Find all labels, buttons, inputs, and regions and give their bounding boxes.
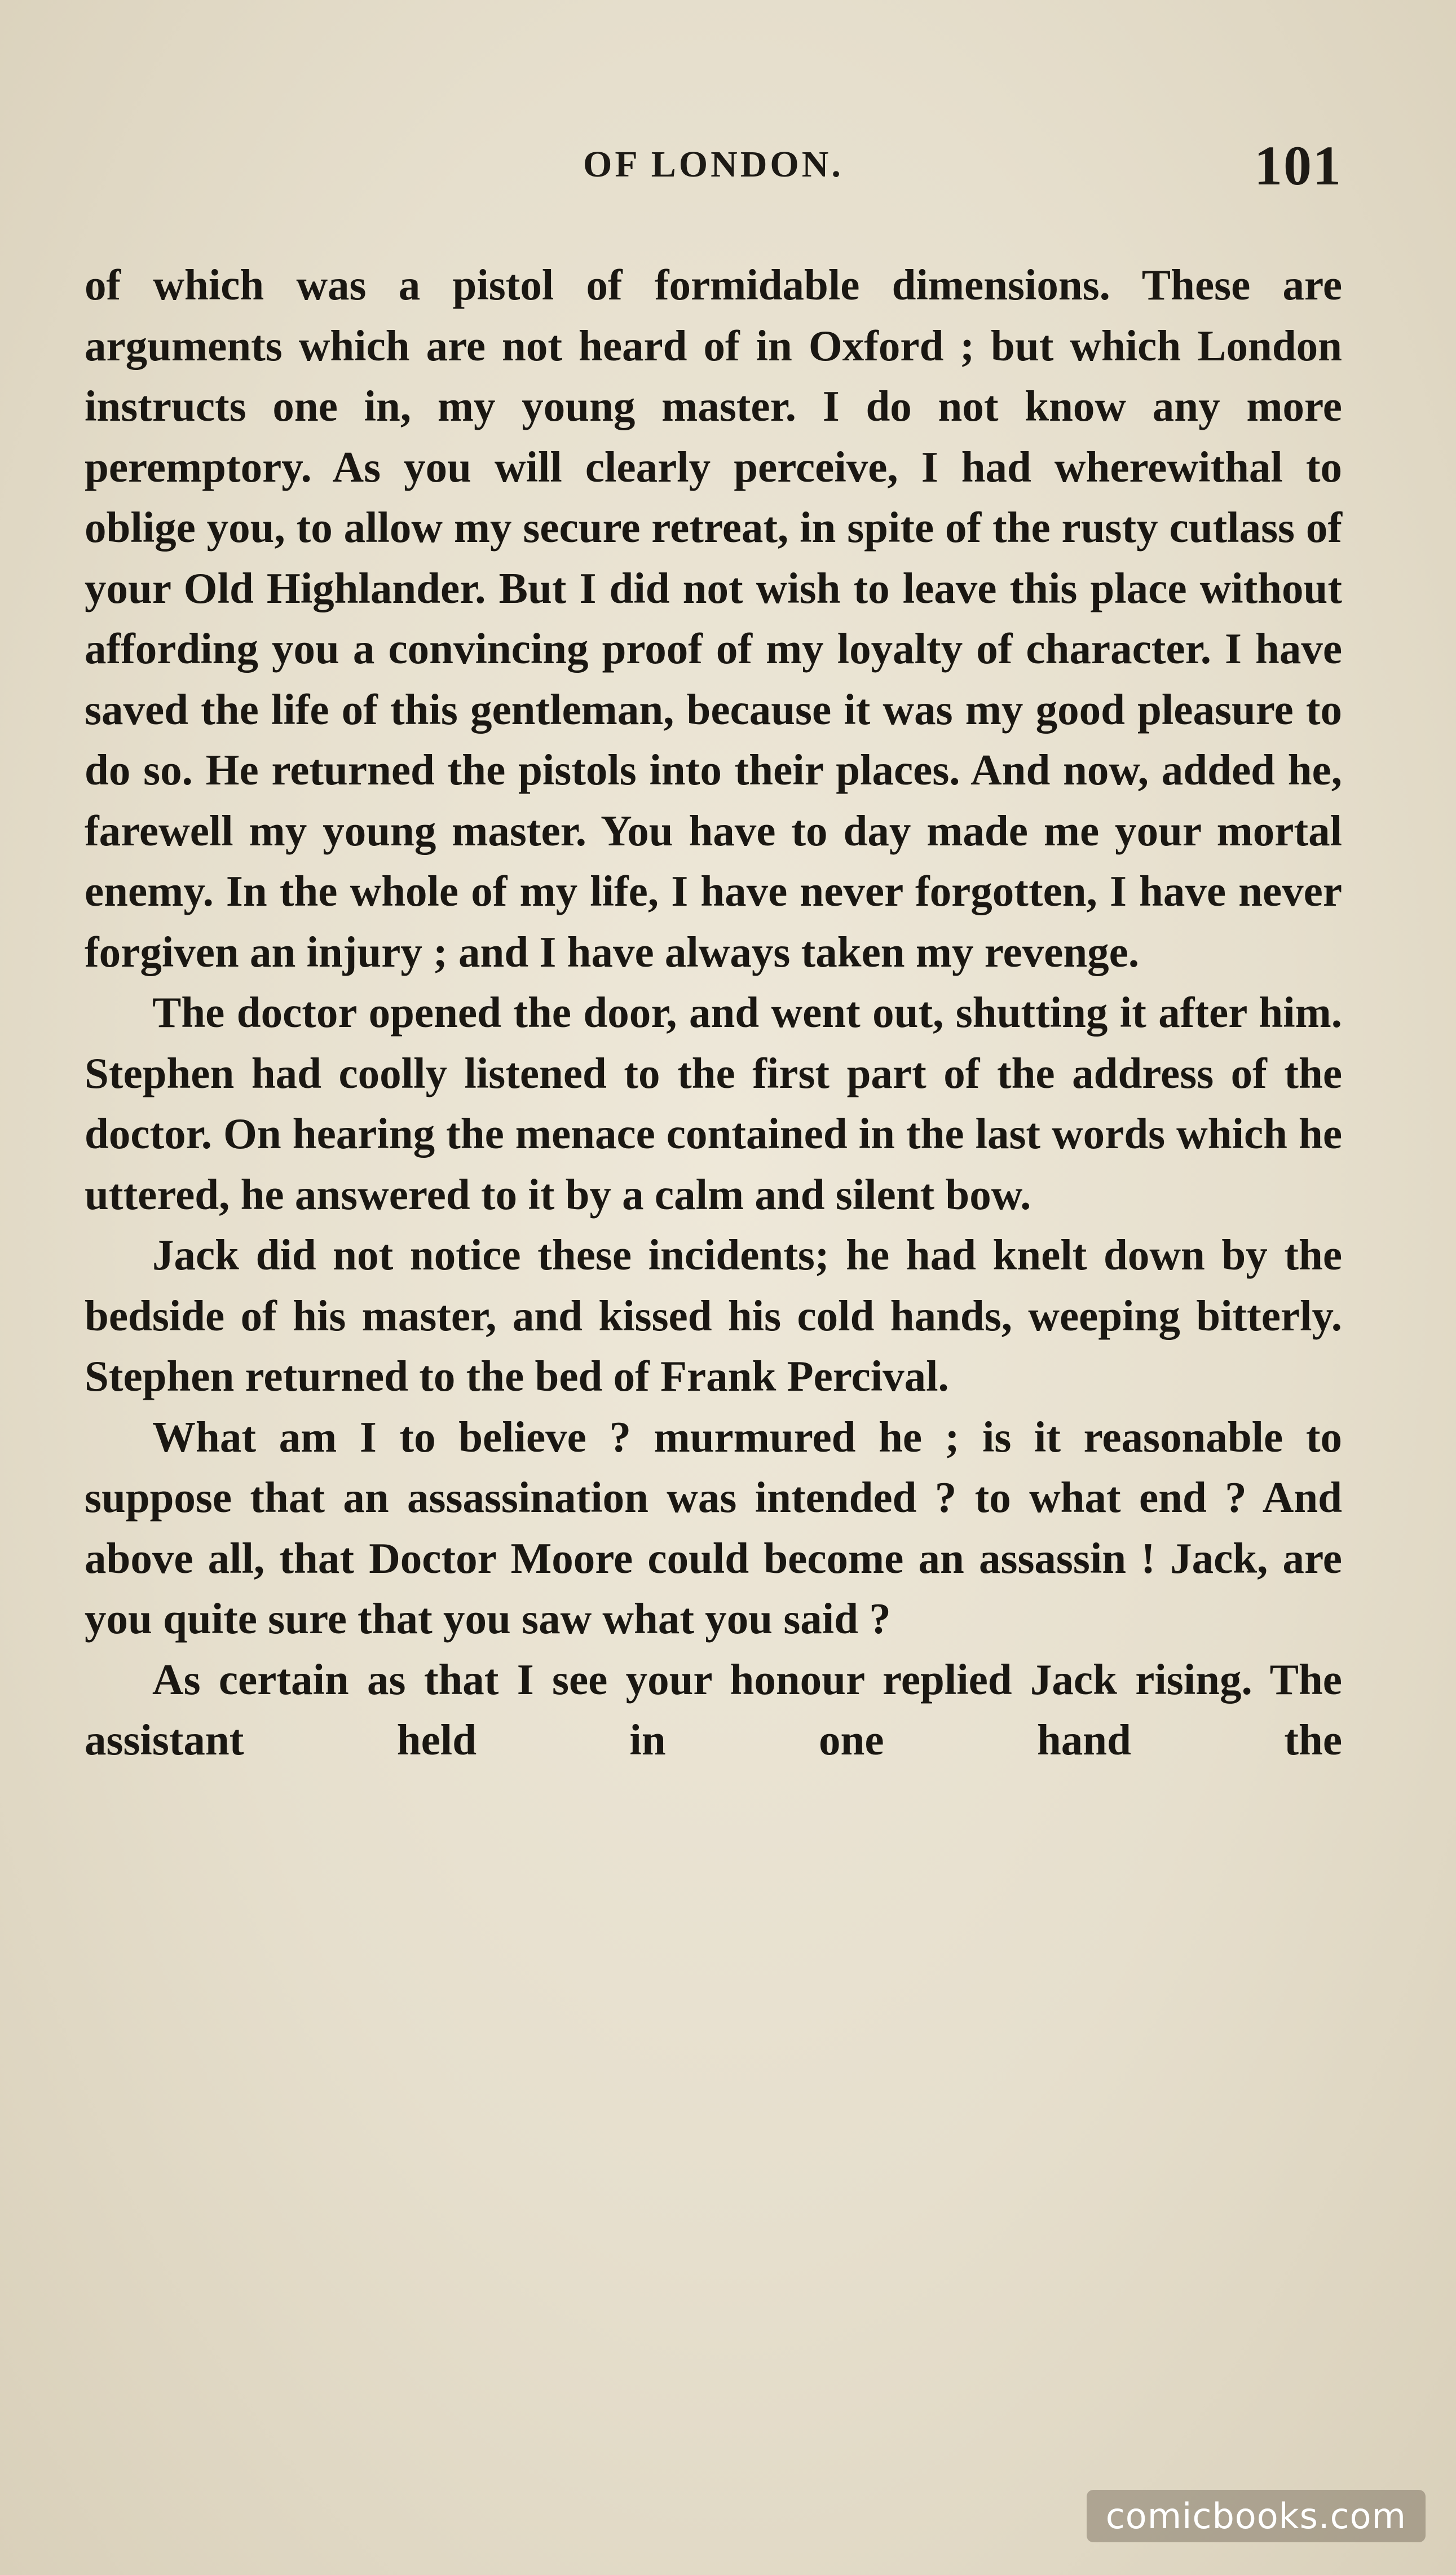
paragraph-2: The doctor opened the door, and went out, shutting it after him. Stephen had coolly listened to the first part of the address of the doctor. On hearing the menace contained in the last words which he uttered, he answered to it by a calm and silent bow.	[85, 988, 1342, 1219]
body-text	[85, 255, 1342, 1771]
running-head: OF LONDON.	[583, 144, 844, 185]
paragraph-1: of which was a pistol of formidable dimensions. These are arguments which are not heard of in Oxford ; but which London instructs one in, my young master. I do not know any more peremptory. As you will clearly perceive, I had wherewithal to oblige you, to allow my secure retreat, in spite of the rusty cutlass of your Old Highlander. But I did not wish to leave this place without affording you a convincing proof of my loyalty of character. I have saved the life of this gentleman, because it was my good pleasure to do so. He returned the pistols into their places. And now, added he, farewell my young master. You have to day made me your mortal enemy. In the whole of my life, I have never forgotten, I have never forgiven an injury ; and I have always taken my revenge.	[85, 261, 1342, 976]
paragraph-5: As certain as that I see your honour replied Jack rising. The assistant held in one hand the	[85, 1655, 1342, 1764]
watermark: comicbooks.com	[1087, 2490, 1426, 2542]
page-number: 101	[1254, 134, 1342, 197]
paragraph-4: What am I to believe ? murmured he ; is it reasonable to suppose that an assassination was intended ? to what end ? And above all, that Doctor Moore could become an assassin ! Jack, are you quite sure that you saw what you said ?	[85, 1412, 1342, 1643]
paragraph-3: Jack did not notice these incidents; he had knelt down by the bedside of his master, and kissed his cold hands, weeping bitterly. Stephen returned to the bed of Frank Percival.	[85, 1231, 1342, 1400]
page-header	[85, 133, 1342, 201]
